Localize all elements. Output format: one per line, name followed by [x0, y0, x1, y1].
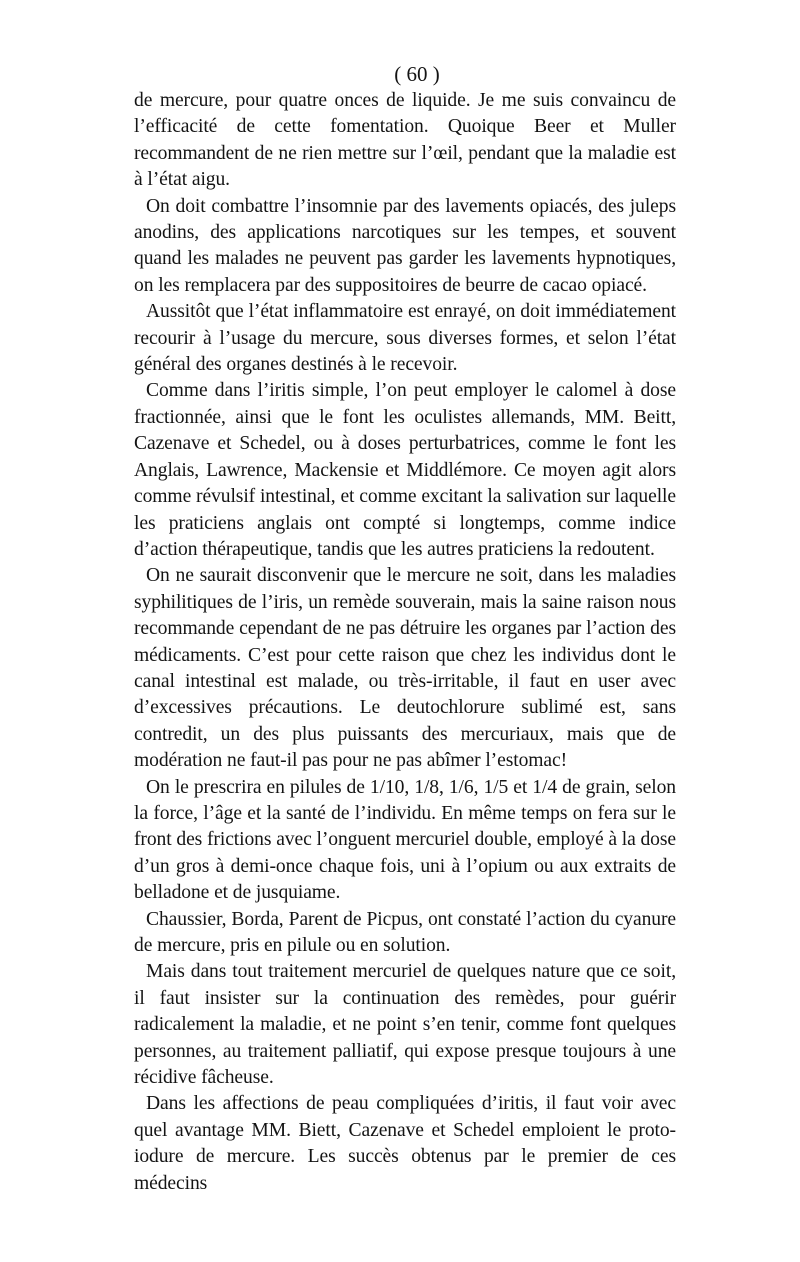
paragraph-2: On doit combattre l’insomnie par des lavements opiacés, des juleps anodins, des applications narcotiques sur les tempes, et souvent quand les malades ne peuvent pas garder les lavements hypnotiques, on les remplacera par des suppositoires de beurre de cacao opiacé.	[134, 195, 676, 296]
paragraph-4: Comme dans l’iritis simple, l’on peut employer le calomel à dose fractionnée, ainsi que le font les oculistes allemands, MM. Beitt, Cazenave et Schedel, ou à doses perturbatrices, comme le font les Anglais, Lawrence, Mackensie et Middlémore. Ce moyen agit alors comme révulsif intestinal, et comme excitant la salivation sur laquelle les praticiens anglais ont compté si longtemps, comme indice d’action thérapeutique, tandis que les autres praticiens la redoutent.	[134, 380, 676, 560]
paragraph-6: On le prescrira en pilules de 1/10, 1/8, 1/6, 1/5 et 1/4 de grain, selon la force, l’âge et la santé de l’individu. En même temps on fera sur le front des frictions avec l’onguent mercuriel double, employé à la dose d’un gros à demi-once chaque fois, uni à l’opium ou aux extraits de belladone et de jusquiame.	[134, 776, 676, 904]
paragraph-8: Mais dans tout traitement mercuriel de quelques nature que ce soit, il faut insister sur la continuation des remèdes, pour guérir radicalement la maladie, et ne point s’en tenir, comme font quelques personnes, au traitement palliatif, qui expose presque toujours à une récidive fâcheuse.	[134, 961, 676, 1089]
paragraph-5: On ne saurait disconvenir que le mercure ne soit, dans les maladies syphilitiques de l’iris, un remède souverain, mais la saine raison nous recommande cependant de ne pas détruire les organes par l’action des médicaments. C’est pour cette raison que chez les individus dont le canal intestinal est malade, ou très-irritable, il faut en user avec d’excessives précautions. Le deutochlorure sublimé est, sans contredit, un des plus puissants des mercuriaux, mais que de modération ne faut-il pas pour ne pas abîmer l’estomac!	[134, 565, 676, 772]
book-page	[134, 60, 676, 1197]
paragraph-3: Aussitôt que l’état inflammatoire est enrayé, on doit immédiatement recourir à l’usage du mercure, sous diverses formes, et selon l’état général des organes destinés à le recevoir.	[134, 301, 676, 376]
page-number: ( 60 )	[394, 62, 440, 86]
page-body	[134, 88, 676, 1197]
paragraph-1: de mercure, pour quatre onces de liquide. Je me suis convaincu de l’efficacité de cette fomentation. Quoique Beer et Muller recommandent de ne rien mettre sur l’œil, pendant que la maladie est à l’état aigu.	[134, 90, 676, 191]
paragraph-7: Chaussier, Borda, Parent de Picpus, ont constaté l’action du cyanure de mercure, pris en pilule ou en solution.	[134, 908, 676, 956]
paragraph-9: Dans les affections de peau compliquées d’iritis, il faut voir avec quel avantage MM. Biett, Cazenave et Schedel emploient le proto-iodure de mercure. Les succès obtenus par le premier de ces médecins	[134, 1093, 676, 1194]
